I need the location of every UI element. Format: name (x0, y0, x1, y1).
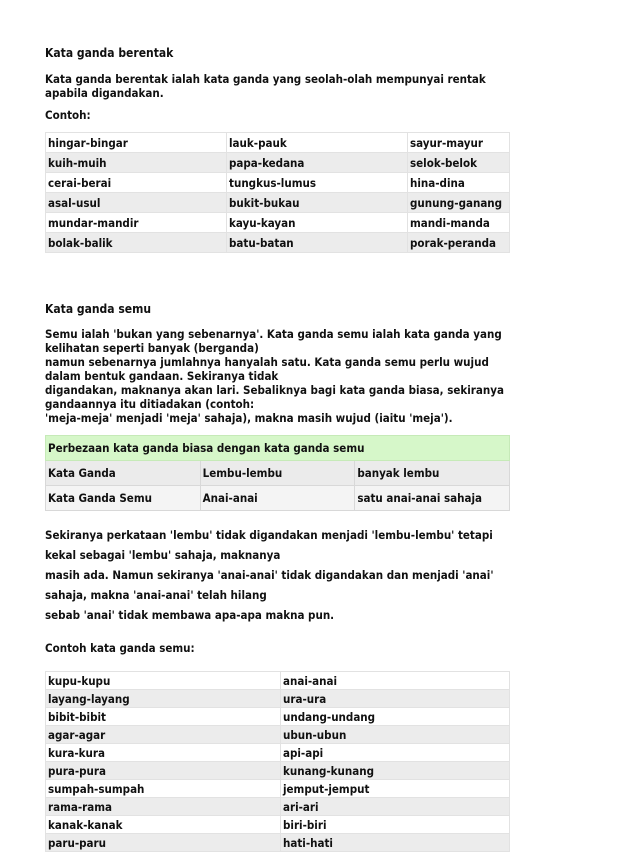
table-row (46, 798, 510, 816)
table-cell: agar-agar (46, 726, 281, 744)
table-row (46, 708, 510, 726)
table-cell: kanak-kanak (46, 816, 281, 834)
table-cell: biri-biri (281, 816, 510, 834)
table-cell: mandi-manda (408, 213, 510, 233)
table-cell: gunung-ganang (408, 193, 510, 213)
section-title-berentak: Kata ganda berentak (45, 46, 174, 60)
table-cell: mundar-mandir (46, 213, 227, 233)
table-row (46, 153, 510, 173)
description-line: 'meja-meja' menjadi 'meja' sahaja), makna masih wujud (iaitu 'meja'). (45, 411, 453, 425)
table-cell: hati-hati (281, 834, 510, 852)
table-cell: sayur-mayur (408, 133, 510, 153)
table-cell: Kata Ganda (46, 461, 201, 486)
table-cell: kayu-kayan (227, 213, 408, 233)
semu-description (45, 327, 515, 425)
table-row (46, 233, 510, 253)
table-cell: bukit-bukau (227, 193, 408, 213)
table-cell: pura-pura (46, 762, 281, 780)
explanation-line: sebab 'anai' tidak membawa apa-apa makna pun. (45, 608, 335, 622)
explanation-line: Sekiranya perkataan 'lembu' tidak digandakan menjadi 'lembu-lembu' tetapi kekal sebagai 'lembu' sahaja, maknanya (45, 528, 493, 562)
table-cell: paru-paru (46, 834, 281, 852)
table-cell: api-api (281, 744, 510, 762)
comparison-header-row (46, 436, 510, 461)
table-row (46, 193, 510, 213)
table-cell: kura-kura (46, 744, 281, 762)
table-cell: batu-batan (227, 233, 408, 253)
table-row (46, 726, 510, 744)
table-row (46, 780, 510, 798)
section-title-semu: Kata ganda semu (45, 302, 152, 316)
table-cell: tungkus-lumus (227, 173, 408, 193)
comparison-table (45, 435, 510, 511)
table-cell: bolak-balik (46, 233, 227, 253)
semu-explanation (45, 525, 515, 625)
table-cell: Lembu-lembu (200, 461, 355, 486)
table-cell: hina-dina (408, 173, 510, 193)
example-label: Contoh: (45, 108, 91, 122)
table-row (46, 173, 510, 193)
table-cell: kunang-kunang (281, 762, 510, 780)
semu-examples-table (45, 671, 510, 852)
table-cell: banyak lembu (355, 461, 510, 486)
table-cell: layang-layang (46, 690, 281, 708)
berentak-description: Kata ganda berentak ialah kata ganda yang seolah-olah mempunyai rentak apabila digandakan. (45, 72, 486, 100)
table-row (46, 461, 510, 486)
comparison-header: Perbezaan kata ganda biasa dengan kata ganda semu (46, 436, 510, 461)
table-cell: ari-ari (281, 798, 510, 816)
document-page (45, 40, 515, 852)
table-cell: selok-belok (408, 153, 510, 173)
table-row (46, 133, 510, 153)
table-cell: rama-rama (46, 798, 281, 816)
table-cell: lauk-pauk (227, 133, 408, 153)
description-line: digandakan, maknanya akan lari. Sebaliknya bagi kata ganda biasa, sekiranya gandaannya itu ditiadakan (contoh: (45, 383, 504, 411)
table-cell: sumpah-sumpah (46, 780, 281, 798)
berentak-table (45, 132, 510, 253)
table-cell: Kata Ganda Semu (46, 486, 201, 511)
table-cell: undang-undang (281, 708, 510, 726)
table-cell: satu anai-anai sahaja (355, 486, 510, 511)
table-row (46, 672, 510, 690)
table-cell: papa-kedana (227, 153, 408, 173)
table-cell: kupu-kupu (46, 672, 281, 690)
table-cell: Anai-anai (200, 486, 355, 511)
table-cell: jemput-jemput (281, 780, 510, 798)
table-row (46, 486, 510, 511)
table-row (46, 762, 510, 780)
table-row (46, 213, 510, 233)
explanation-line: masih ada. Namun sekiranya 'anai-anai' tidak digandakan dan menjadi 'anai' sahaja, makna 'anai-anai' telah hilang (45, 568, 494, 602)
table-cell: ubun-ubun (281, 726, 510, 744)
table-row (46, 690, 510, 708)
table-cell: asal-usul (46, 193, 227, 213)
table-cell: hingar-bingar (46, 133, 227, 153)
table-cell: ura-ura (281, 690, 510, 708)
table-cell: porak-peranda (408, 233, 510, 253)
table-cell: kuih-muih (46, 153, 227, 173)
examples-label: Contoh kata ganda semu: (45, 641, 195, 655)
table-row (46, 744, 510, 762)
table-row (46, 816, 510, 834)
table-row (46, 834, 510, 852)
table-cell: bibit-bibit (46, 708, 281, 726)
description-line: namun sebenarnya jumlahnya hanyalah satu. Kata ganda semu perlu wujud dalam bentuk gandaan. Sekiranya tidak (45, 355, 489, 383)
table-cell: anai-anai (281, 672, 510, 690)
table-cell: cerai-berai (46, 173, 227, 193)
description-line: Semu ialah 'bukan yang sebenarnya'. Kata ganda semu ialah kata ganda yang kelihatan seperti banyak (berganda) (45, 327, 502, 355)
